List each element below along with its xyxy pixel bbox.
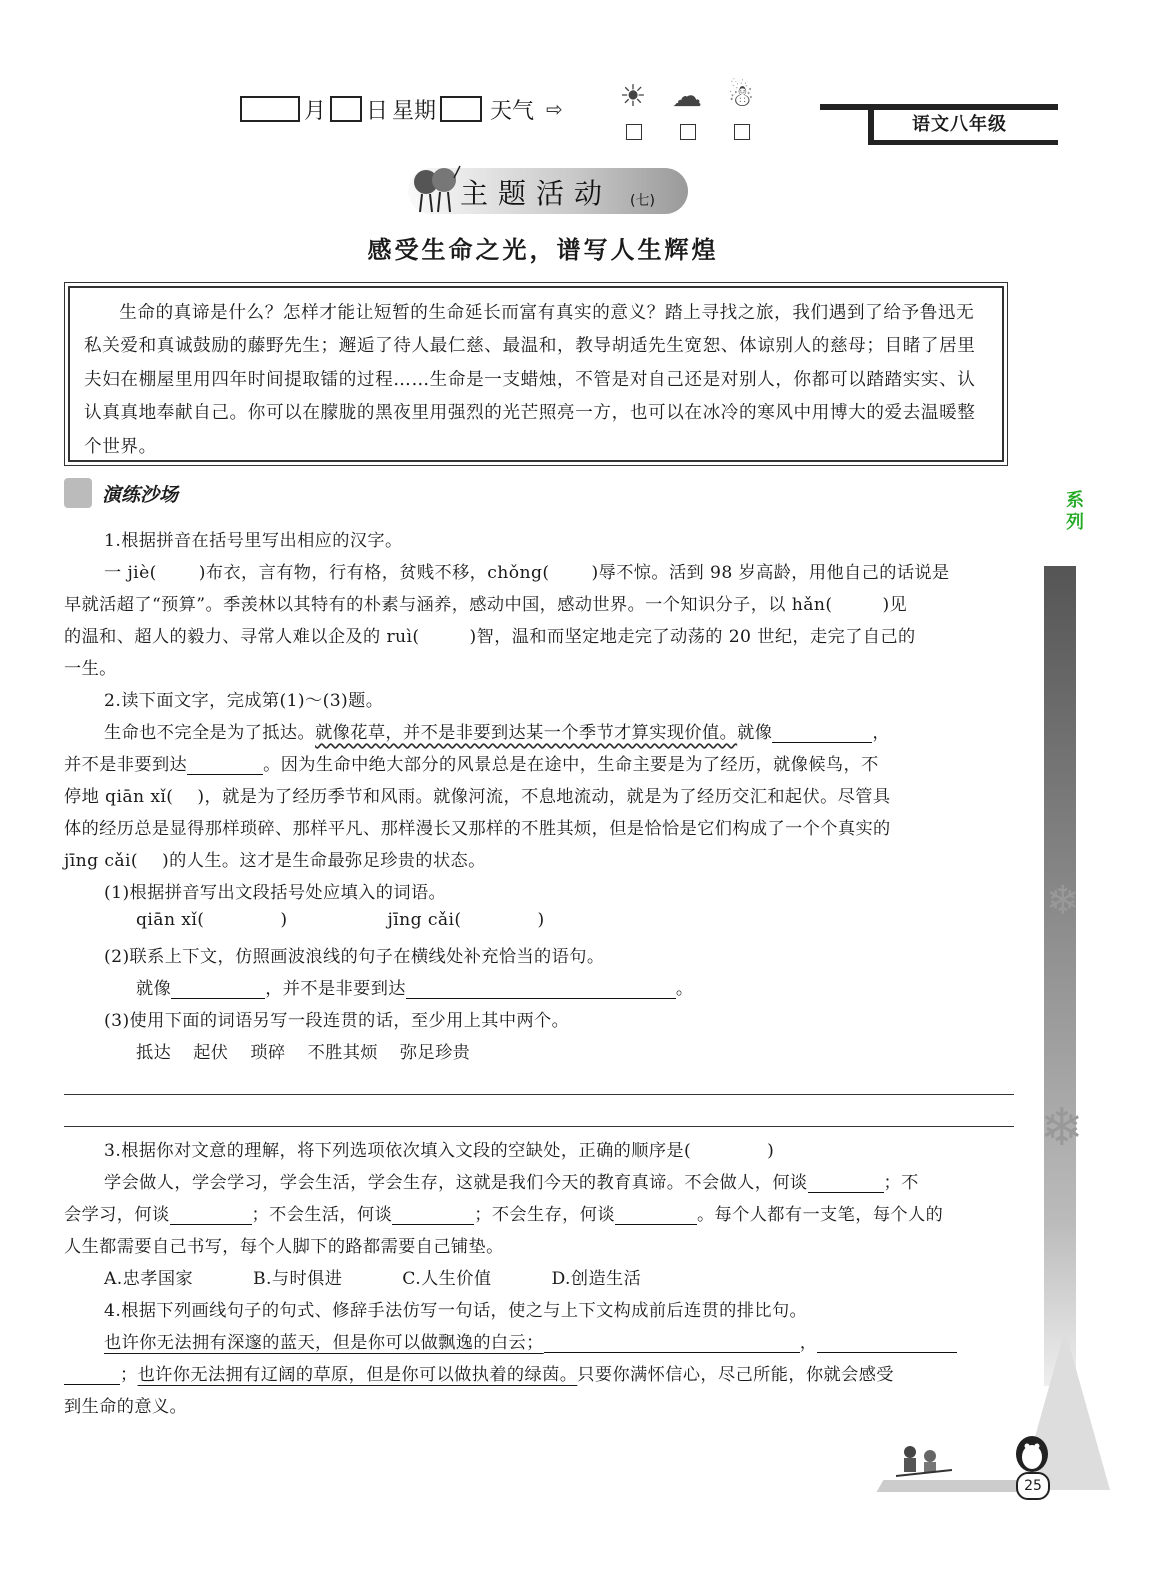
q3-prompt: 3.根据你对文意的理解，将下列选项依次填入文段的空缺处，正确的顺序是( ) bbox=[104, 1141, 775, 1161]
snow-cloud-icon: ☃ bbox=[727, 79, 755, 114]
side-gradient-bar bbox=[1044, 566, 1076, 1386]
date-line bbox=[236, 92, 563, 126]
weather-label: 天气 bbox=[490, 98, 535, 124]
snowflake-icon: ❄ bbox=[1046, 878, 1080, 924]
underlined-sentence-1: 也许你无法拥有深邃的蓝天，但是你可以做飘逸的白云； bbox=[104, 1333, 544, 1353]
day-box[interactable] bbox=[330, 96, 362, 122]
fill-blank[interactable] bbox=[170, 1206, 252, 1225]
series-label: 系列 bbox=[1066, 490, 1084, 533]
weather-checkbox-cloud[interactable] bbox=[680, 124, 696, 140]
q4-line-1: 也许你无法拥有深邃的蓝天，但是你可以做飘逸的白云； ， bbox=[64, 1328, 957, 1353]
theme-subtitle: 感受生命之光，谱写人生辉煌 bbox=[367, 236, 719, 264]
section-icon bbox=[64, 478, 92, 508]
fill-blank[interactable] bbox=[392, 1206, 474, 1225]
theme-title: 主题活动 bbox=[460, 177, 613, 210]
q3-line-1: 学会做人，学会学习，学会生活，学会生存，这就是我们今天的教育真谛。不会做人，何谈 ；不 bbox=[104, 1173, 919, 1193]
page-number: 25 bbox=[1016, 1472, 1050, 1500]
header-frame-vertical bbox=[868, 104, 874, 144]
weather-checkbox-sun[interactable] bbox=[626, 124, 642, 140]
q2-sub-3: (3)使用下面的词语另写一段连贯的话，至少用上其中两个。 bbox=[104, 1011, 570, 1031]
q2-word-list: 抵达 起伏 琐碎 不胜其烦 弥足珍贵 bbox=[136, 1043, 471, 1063]
fill-blank[interactable] bbox=[808, 1174, 884, 1193]
grade-label: 语文八年级 bbox=[912, 114, 1007, 135]
cloud-icon: ☁ bbox=[672, 79, 702, 114]
figures-illustration bbox=[410, 160, 466, 218]
q2-sub-1: (1)根据拼音写出文段括号处应填入的词语。 bbox=[104, 883, 447, 903]
q3-line-3: 人生都需要自己书写，每个人脚下的路都需要自己铺垫。 bbox=[64, 1237, 504, 1257]
q4-prompt: 4.根据下列画线句子的句式、修辞手法仿写一句话，使之与上下文构成前后连贯的排比句。 bbox=[104, 1301, 808, 1321]
q4-line-3: 到生命的意义。 bbox=[64, 1397, 188, 1417]
writing-line-2[interactable] bbox=[64, 1126, 1014, 1127]
section-header bbox=[64, 478, 178, 508]
weather-checkbox-snow[interactable] bbox=[734, 124, 750, 140]
section-title: 演练沙场 bbox=[102, 483, 179, 506]
q3-line-2: 会学习，何谈 ；不会生活，何谈 ；不会生存，何谈 。每个人都有一支笔，每个人的 bbox=[64, 1205, 944, 1225]
option-b: B.与时俱进 bbox=[253, 1269, 343, 1289]
q2-prompt: 2.读下面文字，完成第(1)～(3)题。 bbox=[104, 691, 384, 711]
arrow-icon: ⇨ bbox=[546, 97, 563, 121]
q2-para-line-4: 体的经历总是显得那样琐碎、那样平凡、那样漫长又那样的不胜其烦，但是恰恰是它们构成了一个个真实的 bbox=[64, 819, 891, 839]
q1-line-4: 一生。 bbox=[64, 659, 117, 679]
fill-blank[interactable] bbox=[817, 1334, 957, 1353]
q2-para-line-3: 停地 qiān xǐ( )，就是为了经历季节和风雨。就像河流，不息地流动，就是为了经历交汇和起伏。尽管具 bbox=[64, 787, 891, 807]
wavy-sentence: 就像花草，并不是非要到达某一个季节才算实现价值。 bbox=[315, 723, 738, 743]
option-a: A.忠孝国家 bbox=[104, 1269, 194, 1289]
fill-blank[interactable] bbox=[772, 724, 872, 743]
writing-line-1[interactable] bbox=[64, 1094, 1014, 1095]
fill-blank[interactable] bbox=[615, 1206, 697, 1225]
intro-box bbox=[68, 286, 1004, 462]
q4-line-2: ；也许你无法拥有辽阔的草原，但是你可以做执着的绿茵。只要你满怀信心，尽己所能，你就会感受 bbox=[64, 1360, 894, 1385]
snowflake-icon: ❄ bbox=[1040, 1098, 1084, 1158]
q2-para-line-1: 生命也不完全是为了抵达。就像花草，并不是非要到达某一个季节才算实现价值。就像 ， bbox=[104, 723, 890, 743]
option-d: D.创造生活 bbox=[551, 1269, 642, 1289]
q1-line-3: 的温和、超人的毅力、寻常人难以企及的 ruì( )智，温和而坚定地走完了动荡的 20 世纪，走完了自己的 bbox=[64, 627, 916, 647]
fill-blank[interactable] bbox=[171, 980, 265, 999]
weekday-label: 星期 bbox=[392, 98, 437, 124]
fill-blank[interactable] bbox=[64, 1366, 120, 1385]
penguin-icon bbox=[1010, 1430, 1054, 1474]
ground-decoration bbox=[877, 1480, 1024, 1492]
sun-icon: ☀ bbox=[619, 79, 647, 114]
q2-sub-2-answers: 就像 ，并不是非要到达 。 bbox=[136, 979, 694, 999]
q3-options bbox=[64, 1264, 641, 1289]
q1-prompt: 1.根据拼音在括号里写出相应的汉字。 bbox=[104, 531, 403, 551]
header-frame-line-2 bbox=[868, 140, 1058, 145]
day-label: 日 bbox=[366, 98, 389, 124]
q1-line-1: 一 jiè( )布衣，言有物，行有格，贫贱不移，chǒng( )辱不惊。活到 98 岁高龄，用他自己的话说是 bbox=[104, 563, 950, 583]
month-label: 月 bbox=[304, 98, 327, 124]
q2-para-line-2: 并不是非要到达 。因为生命中绝大部分的风景总是在途中，生命主要是为了经历，就像候鸟，不 bbox=[64, 755, 879, 775]
option-c: C.人生价值 bbox=[402, 1269, 492, 1289]
weekday-box[interactable] bbox=[440, 96, 482, 122]
q2-sub-2: (2)联系上下文，仿照画波浪线的句子在横线处补充恰当的语句。 bbox=[104, 947, 605, 967]
fill-blank[interactable] bbox=[406, 980, 676, 999]
intro-text: 生命的真谛是什么？怎样才能让短暂的生命延长而富有真实的意义？踏上寻找之旅，我们遇到了给予鲁迅无私关爱和真诚鼓励的藤野先生；邂逅了待人最仁慈、最温和，教导胡适先生宽恕、体谅别人的慈母；目睹了居里夫妇在棚屋里用四年时间提取镭的过程……生命是一支蜡烛，不管是对自己还是对别人，你都可以踏踏实实、认认真真地奉献自己。你可以在朦胧的黑夜里用强烈的光芒照亮一方，也可以在冰冷的寒风中用博大的爱去温暖整个世界。 bbox=[84, 303, 976, 457]
fill-blank[interactable] bbox=[187, 756, 263, 775]
q2-para-line-5: jīng cǎi( )的人生。这才是生命最弥足珍贵的状态。 bbox=[64, 851, 486, 871]
q2-sub-1-answers: qiān xǐ( ) jīng cǎi( ) bbox=[136, 910, 545, 930]
skiers-illustration bbox=[896, 1440, 956, 1480]
q1-line-2: 早就活超了“预算”。季羡林以其特有的朴素与涵养，感动中国，感动世界。一个知识分子，以 hǎn( )见 bbox=[64, 595, 908, 615]
underlined-sentence-2: 也许你无法拥有辽阔的草原，但是你可以做执着的绿茵。 bbox=[137, 1365, 578, 1385]
fill-blank[interactable] bbox=[544, 1334, 800, 1353]
theme-number: (七) bbox=[630, 193, 655, 209]
month-box[interactable] bbox=[240, 96, 300, 122]
